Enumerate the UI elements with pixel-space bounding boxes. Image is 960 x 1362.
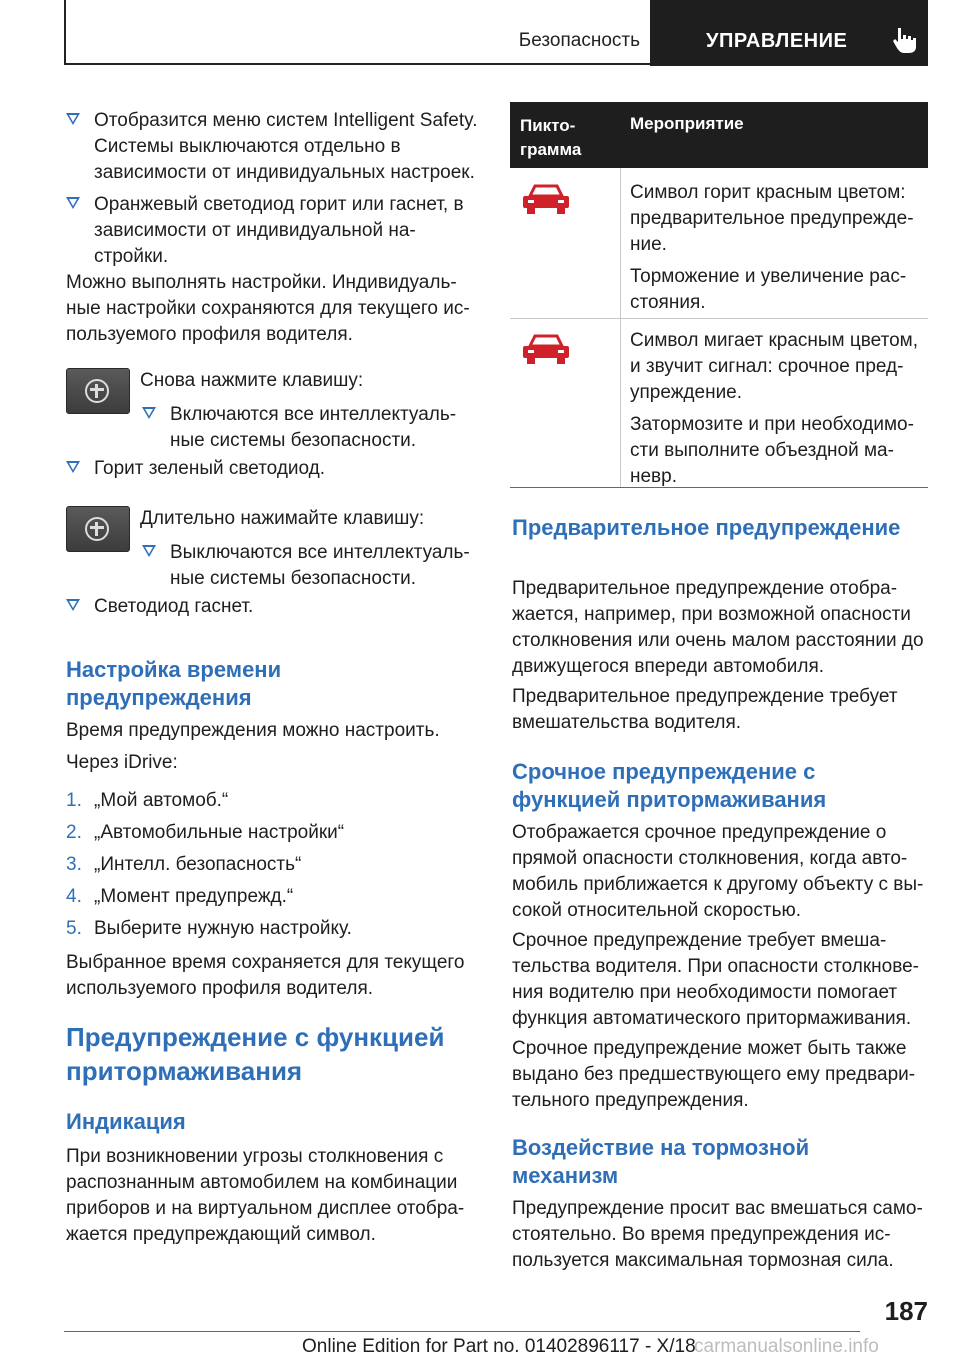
step-text: „Момент предупрежд.“ bbox=[94, 886, 294, 907]
table-header-action: Мероприятие bbox=[630, 114, 744, 133]
hand-pointer-icon bbox=[892, 26, 918, 54]
table-cell-text: Символ мигает красным цветом, и звучит сигнал: срочное пред-упреждение. bbox=[630, 330, 918, 403]
page-number: 187 bbox=[884, 1296, 928, 1326]
step-text: „Автомобильные настройки“ bbox=[94, 822, 345, 843]
indication-text: При возникновении угрозы столкновения с распознанным автомобилем на комбинации приборов и на виртуальном дисплее отобра-жается предупреждающий символ. bbox=[66, 1146, 465, 1245]
table-row bbox=[630, 180, 930, 316]
bullet-text: Оранжевый светодиод горит или гаснет, в зависимости от индивидуальной на-стройки. bbox=[94, 194, 464, 267]
bullet-text: Отобразится меню систем Intelligent Safety. Системы выключаются отдельно в зависимости от индивидуальных настроек. bbox=[94, 110, 478, 183]
table-cell-text: Торможение и увеличение рас-стояния. bbox=[630, 266, 907, 313]
edition-note: Online Edition for Part no. 01402896117 - X/18 bbox=[302, 1336, 696, 1357]
heading-urgent-warning: Срочное предупреждение с функцией притормаживания bbox=[512, 759, 827, 812]
header-chapter-tab bbox=[650, 0, 928, 66]
step-text: „Интелл. безопасность“ bbox=[94, 854, 302, 875]
step-number: 4. bbox=[66, 886, 82, 907]
urgent-warning-text: Срочное предупреждение требует вмеша-тельства водителя. При опасности столкнове-ния водителю при необходимости помогает функция автоматического притормаживания. bbox=[512, 930, 919, 1029]
table-header-pictogram: Пикто-грамма bbox=[520, 116, 582, 159]
table-cell-text: Символ горит красным цветом: предварительное предупрежде-ние. bbox=[630, 182, 914, 255]
safety-button-image bbox=[66, 506, 130, 552]
heading-indication: Индикация bbox=[66, 1109, 186, 1134]
bullet-text: Выключаются все интеллектуаль-ные системы безопасности. bbox=[170, 542, 470, 589]
table-cell-text: Затормозите и при необходимо-сти выполните объездной ма-невр. bbox=[630, 414, 914, 487]
triangle-bullet-icon bbox=[66, 197, 80, 209]
triangle-bullet-icon bbox=[66, 113, 80, 125]
table-row bbox=[630, 328, 930, 490]
triangle-bullet-icon bbox=[66, 599, 80, 611]
pre-warning-text: Предварительное предупреждение требует вмешательства водителя. bbox=[512, 686, 898, 733]
step-number: 3. bbox=[66, 854, 82, 875]
step-text: Выберите нужную настройку. bbox=[94, 918, 352, 939]
bullet-text: Включаются все интеллектуаль-ные системы безопасности. bbox=[170, 404, 457, 451]
triangle-bullet-icon bbox=[66, 461, 80, 473]
table-row-divider bbox=[510, 318, 928, 319]
key-hold-instruction: Длительно нажимайте клавишу: bbox=[140, 508, 425, 529]
table-header bbox=[510, 102, 928, 168]
heading-brake-warning: Предупреждение с функцией притормаживания bbox=[66, 1022, 445, 1086]
step-text: „Мой автомоб.“ bbox=[94, 790, 229, 811]
header-left-rule bbox=[64, 0, 66, 64]
bullet-text: Горит зеленый светодиод. bbox=[94, 458, 326, 479]
triangle-bullet-icon bbox=[142, 545, 156, 557]
header-chapter-label: УПРАВЛЕНИЕ bbox=[706, 30, 848, 52]
step-number: 1. bbox=[66, 790, 82, 811]
watermark: carmanualsonline.info bbox=[694, 1336, 879, 1357]
pre-warning-text: Предварительное предупреждение отобра-жается, например, при возможной опасности столкновения или очень малом расстоянии до движущегося впереди автомобиля. bbox=[512, 578, 924, 677]
saved-profile-text: Выбранное время сохраняется для текущего используемого профиля водителя. bbox=[66, 952, 465, 999]
car-warning-flashing-icon bbox=[520, 332, 572, 372]
safety-button-icon bbox=[85, 379, 109, 403]
safety-button-image bbox=[66, 368, 130, 414]
urgent-warning-text: Срочное предупреждение может быть также выдано без предшествующего ему предвари-тельного предупреждения. bbox=[512, 1038, 916, 1111]
settings-paragraph: Можно выполнять настройки. Индивидуаль-ные настройки сохраняются для текущего ис-пользуемого профиля водителя. bbox=[66, 272, 470, 345]
heading-pre-warning: Предварительное предупреждение bbox=[512, 515, 901, 540]
footer-rule bbox=[64, 1331, 860, 1332]
car-warning-icon bbox=[520, 182, 572, 222]
bullet-text: Светодиод гаснет. bbox=[94, 596, 254, 617]
heading-brake-intervention: Воздействие на тормозной механизм bbox=[512, 1135, 810, 1188]
urgent-warning-text: Отображается срочное предупреждение о прямой опасности столкновения, когда авто-мобиль приближается к другому объекту с вы-сокой относительной скоростью. bbox=[512, 822, 924, 921]
brake-intervention-text: Предупреждение просит вас вмешаться само-стоятельно. Во время предупреждения ис-пользуется максимальная тормозная сила. bbox=[512, 1198, 923, 1271]
key-press-instruction: Снова нажмите клавишу: bbox=[140, 370, 364, 391]
header-bottom-rule bbox=[64, 63, 650, 65]
table-bottom-rule bbox=[510, 487, 928, 488]
step-number: 5. bbox=[66, 918, 82, 939]
table-column-divider bbox=[620, 168, 621, 487]
warning-time-text: Время предупреждения можно настроить. bbox=[66, 720, 440, 741]
idrive-intro: Через iDrive: bbox=[66, 752, 178, 773]
heading-warning-time: Настройка времени предупреждения bbox=[66, 657, 282, 710]
step-number: 2. bbox=[66, 822, 82, 843]
triangle-bullet-icon bbox=[142, 407, 156, 419]
header-section-title: Безопасность bbox=[518, 30, 640, 51]
safety-button-icon bbox=[85, 517, 109, 541]
